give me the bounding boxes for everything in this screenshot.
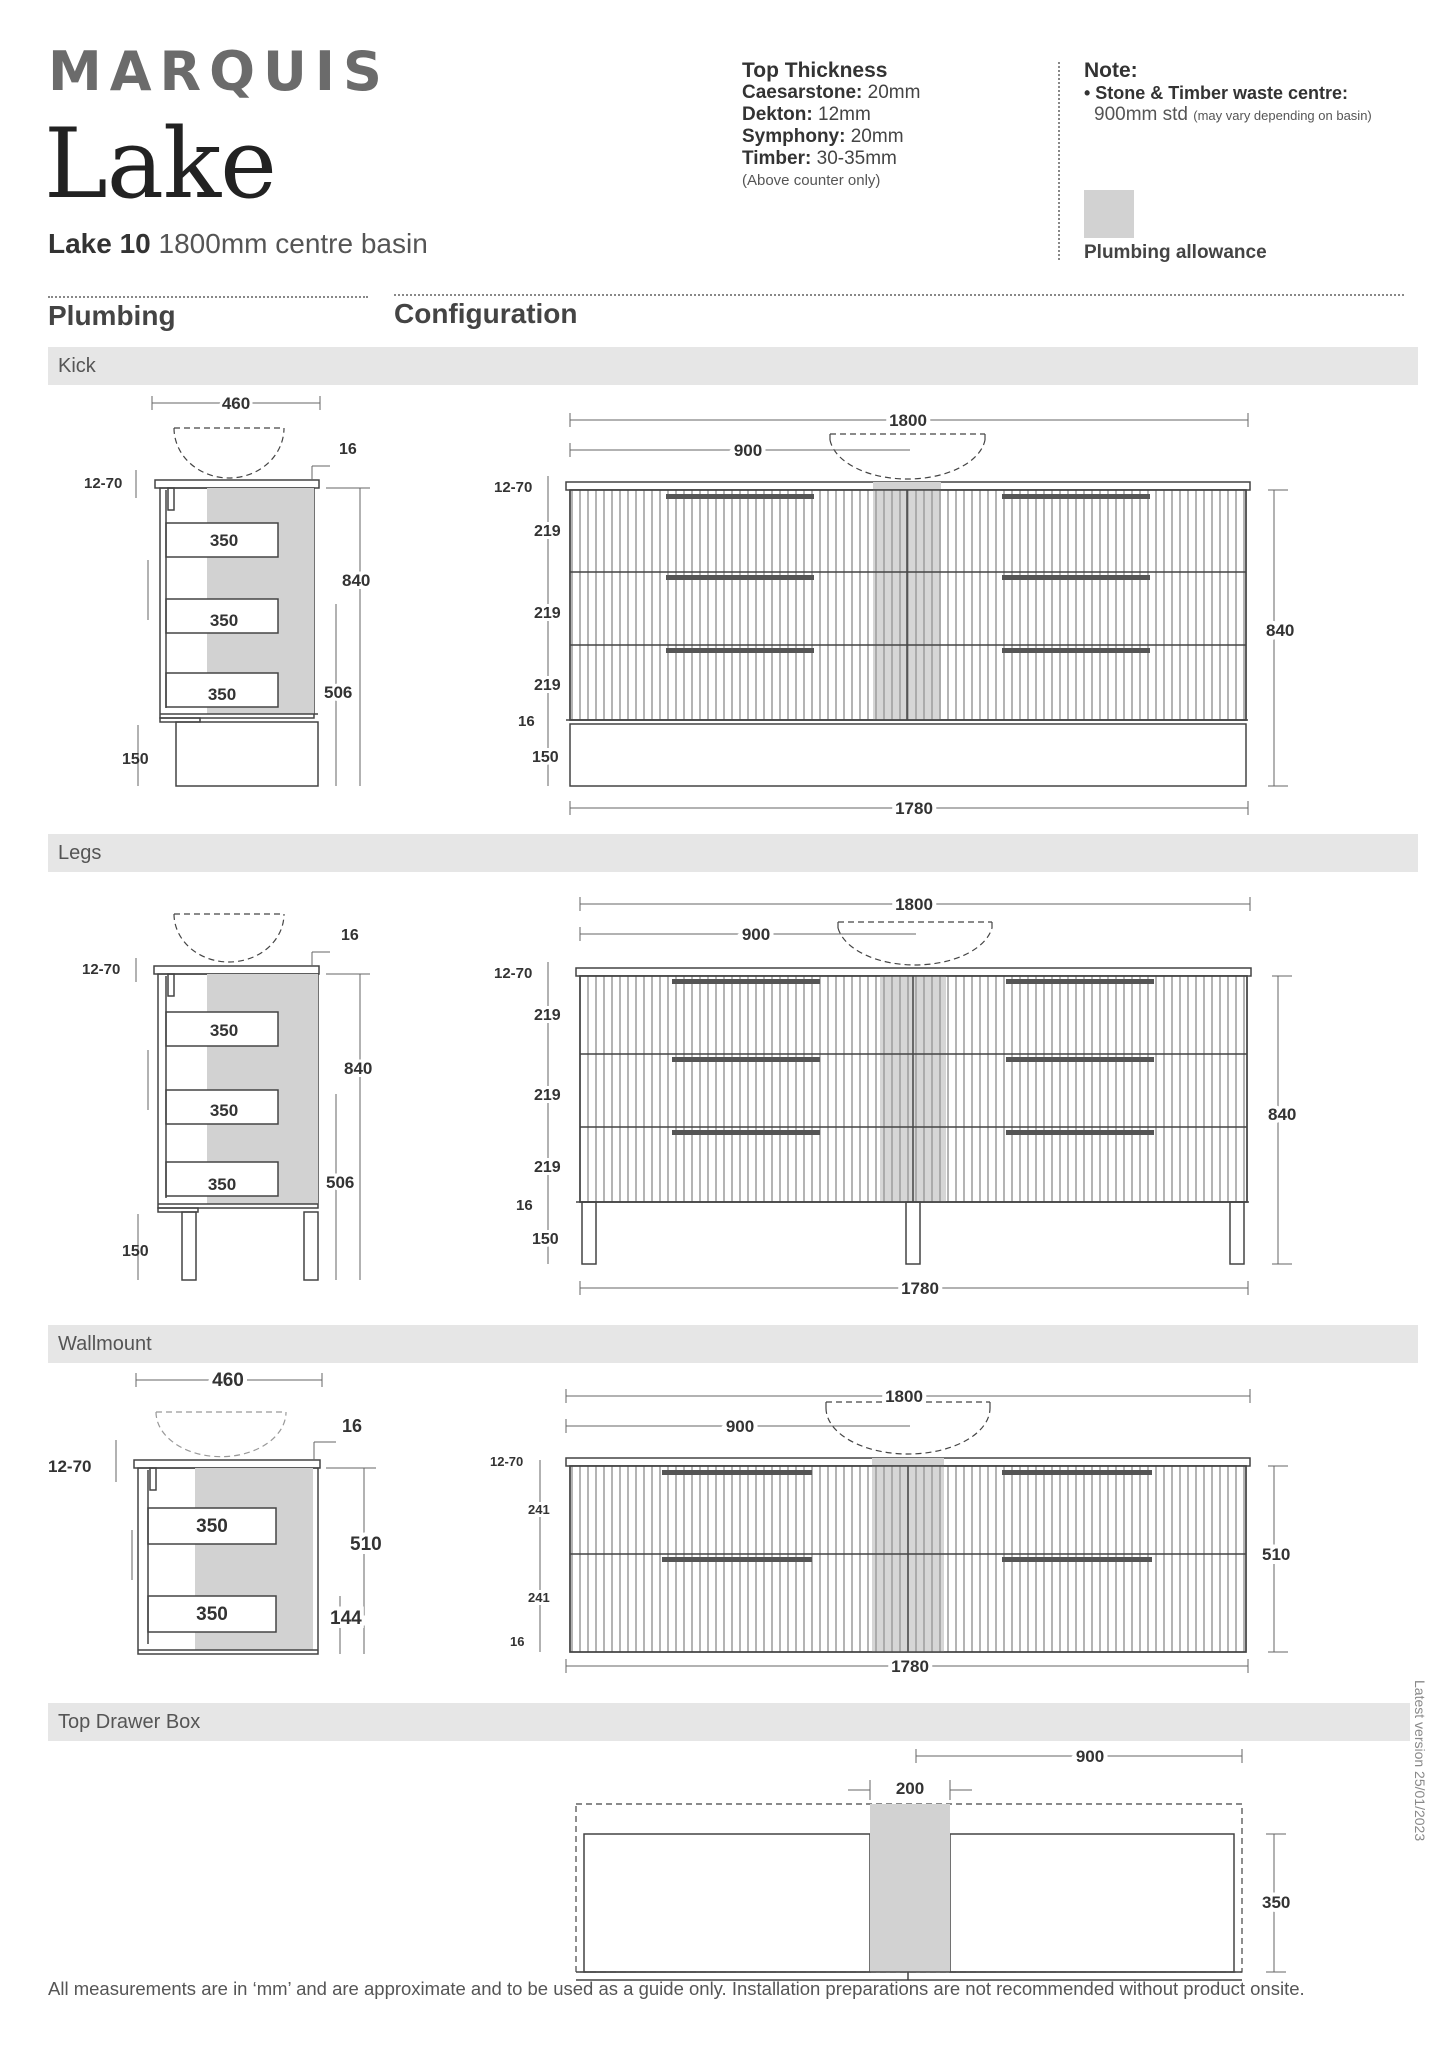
dim-drawer: 219: [534, 1087, 561, 1104]
model-description: 1800mm centre basin: [150, 228, 428, 259]
dim-drawer-depth: 350: [196, 1516, 228, 1537]
dim-top: 16: [339, 441, 357, 458]
dim-drawer: 219: [534, 523, 561, 540]
footer-disclaimer: All measurements are in ‘mm’ and are approximate and to be used as a guide only. Installation preparations are not recommended without product onsite.: [48, 1978, 1305, 1999]
dim-kick: 150: [122, 1243, 149, 1260]
dim-depth: 460: [221, 394, 251, 413]
dim-top: 16: [341, 927, 359, 944]
kick-front-view: [566, 434, 1250, 786]
dim-kick: 150: [532, 749, 559, 766]
dim-centre: 900: [725, 1417, 755, 1436]
plumbing-allowance-label: Plumbing allowance: [1084, 242, 1267, 263]
configuration-heading: Configuration: [394, 298, 578, 329]
dim-top: 16: [510, 1634, 525, 1649]
wallmount-front-view: [566, 1402, 1250, 1652]
dim-top-range: 12-70: [490, 1454, 524, 1469]
dim-height: 840: [344, 1059, 373, 1078]
dim-drawer-depth: 350: [196, 1604, 228, 1625]
dim-tdb-depth: 350: [1262, 1893, 1291, 1912]
brand-logo: MARQUIS: [48, 40, 390, 103]
dim-wm-height: 510: [350, 1534, 382, 1555]
dim-drawer-depth: 350: [209, 611, 239, 630]
thickness-value: 20mm: [862, 82, 921, 103]
dim-inner-width: 1780: [901, 1279, 939, 1298]
waste-centre-value: 900mm std: [1094, 104, 1188, 125]
dim-drawer-depth: 350: [207, 1175, 237, 1194]
dim-top: 16: [518, 713, 535, 730]
thickness-value: 30-35mm: [811, 148, 897, 169]
thickness-value: 20mm: [845, 126, 904, 147]
thickness-label: Symphony:: [742, 126, 846, 147]
dim-wm-plumb: 144: [330, 1608, 362, 1629]
top-thickness-title: Top Thickness: [742, 59, 888, 82]
waste-centre-note: (may vary depending on basin): [1193, 108, 1372, 123]
dim-wm-drawer: 241: [528, 1502, 550, 1517]
section-label: Legs: [58, 842, 102, 864]
dim-plumb-height: 506: [324, 683, 353, 702]
thickness-value: 12mm: [812, 104, 871, 125]
dim-top-range: 12-70: [84, 475, 123, 492]
dim-kick: 150: [532, 1231, 559, 1248]
dim-drawer: 219: [534, 1007, 561, 1024]
thickness-footnote: (Above counter only): [742, 172, 881, 189]
section-label: Top Drawer Box: [58, 1711, 201, 1733]
dim-drawer-depth: 350: [209, 531, 239, 550]
note-title: Note:: [1084, 59, 1138, 82]
dim-centre: 900: [741, 925, 771, 944]
section-label: Kick: [58, 355, 96, 377]
dim-top: 16: [342, 1416, 363, 1436]
dim-centre: 900: [733, 441, 763, 460]
thickness-label: Dekton:: [742, 104, 813, 125]
note-line: • Stone & Timber waste centre:: [1084, 83, 1349, 103]
dim-height: 840: [342, 571, 371, 590]
model-name: Lake 10: [48, 228, 151, 259]
dim-height: 840: [1268, 1105, 1297, 1124]
dim-kick: 150: [122, 751, 149, 768]
dim-drawer: 219: [534, 677, 561, 694]
dim-drawer: 219: [534, 605, 561, 622]
dim-drawer-depth: 350: [207, 685, 237, 704]
dim-top: 16: [516, 1197, 533, 1214]
legs-side-view: [154, 914, 319, 1280]
dim-wm-drawer: 241: [528, 1590, 550, 1605]
dim-width: 1800: [895, 895, 933, 914]
dim-centre: 900: [1075, 1747, 1105, 1766]
version-stamp: Latest version 25/01/2023: [1412, 1680, 1428, 1842]
legs-front-view: [576, 922, 1251, 1264]
section-label: Wallmount: [58, 1333, 152, 1355]
dim-top-range: 12-70: [494, 965, 533, 982]
thickness-label: Timber:: [742, 148, 812, 169]
dim-top-range: 12-70: [494, 479, 533, 496]
dim-plumb-height: 506: [326, 1173, 355, 1192]
dim-height: 840: [1266, 621, 1295, 640]
dim-drawer: 219: [534, 1159, 561, 1176]
dim-top-range: 12-70: [82, 961, 121, 978]
kick-side-view: [155, 428, 319, 786]
dim-drawer-depth: 350: [209, 1101, 239, 1120]
dim-inner-width: 1780: [895, 799, 933, 818]
dim-tdb-cut: 200: [895, 1779, 925, 1798]
dim-top-range: 12-70: [48, 1457, 92, 1476]
dim-depth: 460: [212, 1370, 244, 1391]
dim-drawer-depth: 350: [209, 1021, 239, 1040]
dim-width: 1800: [885, 1387, 923, 1406]
product-title: Lake: [44, 108, 276, 220]
dim-width: 1800: [889, 411, 927, 430]
dim-wm-height: 510: [1262, 1545, 1291, 1564]
thickness-label: Caesarstone:: [742, 82, 863, 103]
plumbing-heading: Plumbing: [48, 300, 176, 331]
top-drawer-box-view: [576, 1804, 1242, 1980]
dim-inner-width: 1780: [891, 1657, 929, 1676]
